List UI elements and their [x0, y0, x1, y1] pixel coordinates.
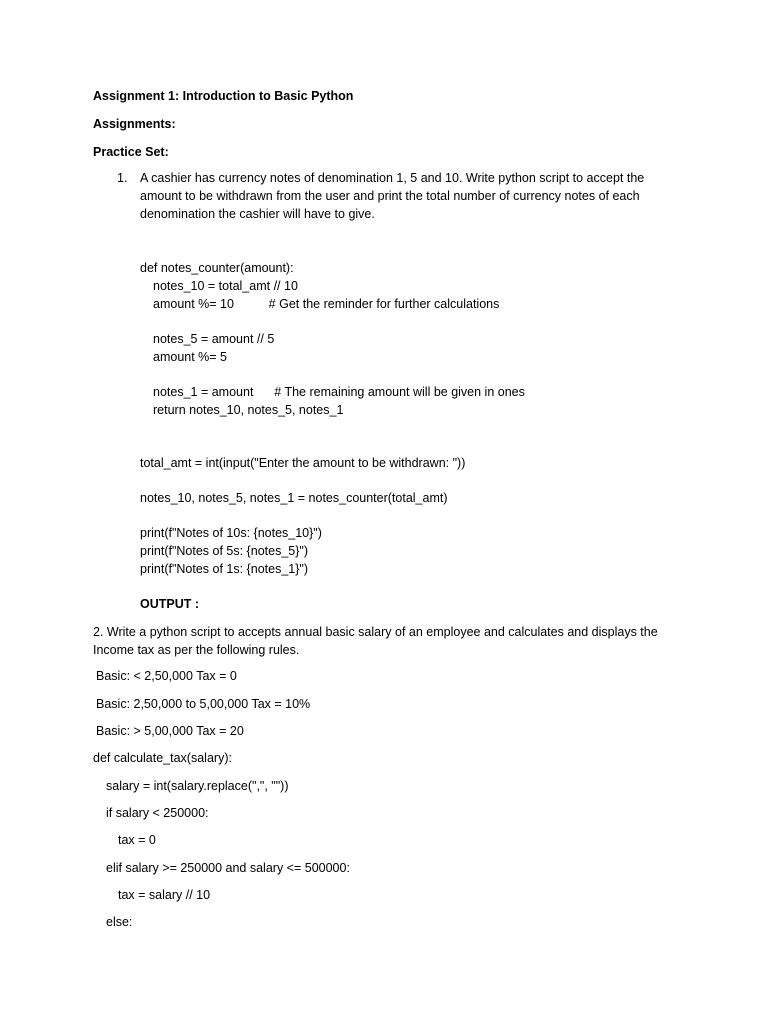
- code-line: print(f"Notes of 10s: {notes_10}"): [140, 526, 322, 540]
- code-line: notes_10 = total_amt // 10: [153, 279, 298, 293]
- code-line: elif salary >= 250000 and salary <= 500000:: [106, 861, 350, 875]
- output-label: OUTPUT :: [140, 597, 200, 611]
- document-title: Assignment 1: Introduction to Basic Python: [93, 89, 354, 103]
- question-1-number: 1.: [117, 171, 128, 185]
- code-line: tax = 0: [118, 833, 156, 847]
- code-line: notes_1 = amount # The remaining amount will be given in ones: [153, 385, 525, 399]
- tax-rule: Basic: 2,50,000 to 5,00,000 Tax = 10%: [96, 697, 311, 711]
- code-line: total_amt = int(input("Enter the amount to be withdrawn: ")): [140, 456, 466, 470]
- code-line: return notes_10, notes_5, notes_1: [153, 403, 344, 417]
- code-line: def notes_counter(amount):: [140, 261, 294, 275]
- code-line: else:: [106, 915, 133, 929]
- tax-rule: Basic: > 5,00,000 Tax = 20: [96, 724, 244, 738]
- tax-rule: Basic: < 2,50,000 Tax = 0: [96, 669, 237, 683]
- code-line: notes_5 = amount // 5: [153, 332, 275, 346]
- question-2-text: 2. Write a python script to accepts annual basic salary of an employee and calculates and displays the Income tax as per the following rules.: [93, 625, 658, 657]
- code-line: tax = salary // 10: [118, 888, 211, 902]
- code-line: notes_10, notes_5, notes_1 = notes_counter(total_amt): [140, 491, 448, 505]
- code-line: amount %= 5: [153, 350, 228, 364]
- code-line: amount %= 10 # Get the reminder for further calculations: [153, 297, 500, 311]
- code-line: if salary < 250000:: [106, 806, 209, 820]
- assignments-heading: Assignments:: [93, 117, 176, 131]
- code-line: def calculate_tax(salary):: [93, 751, 232, 765]
- practice-set-heading: Practice Set:: [93, 145, 169, 159]
- code-line: print(f"Notes of 5s: {notes_5}"): [140, 544, 308, 558]
- code-line: salary = int(salary.replace(",", "")): [106, 779, 289, 793]
- code-line: print(f"Notes of 1s: {notes_1}"): [140, 562, 308, 576]
- question-1-text: A cashier has currency notes of denomination 1, 5 and 10. Write python script to accept the amount to be withdrawn from the user and print the total number of currency notes of each denomination the cashier will have to give.: [140, 171, 645, 221]
